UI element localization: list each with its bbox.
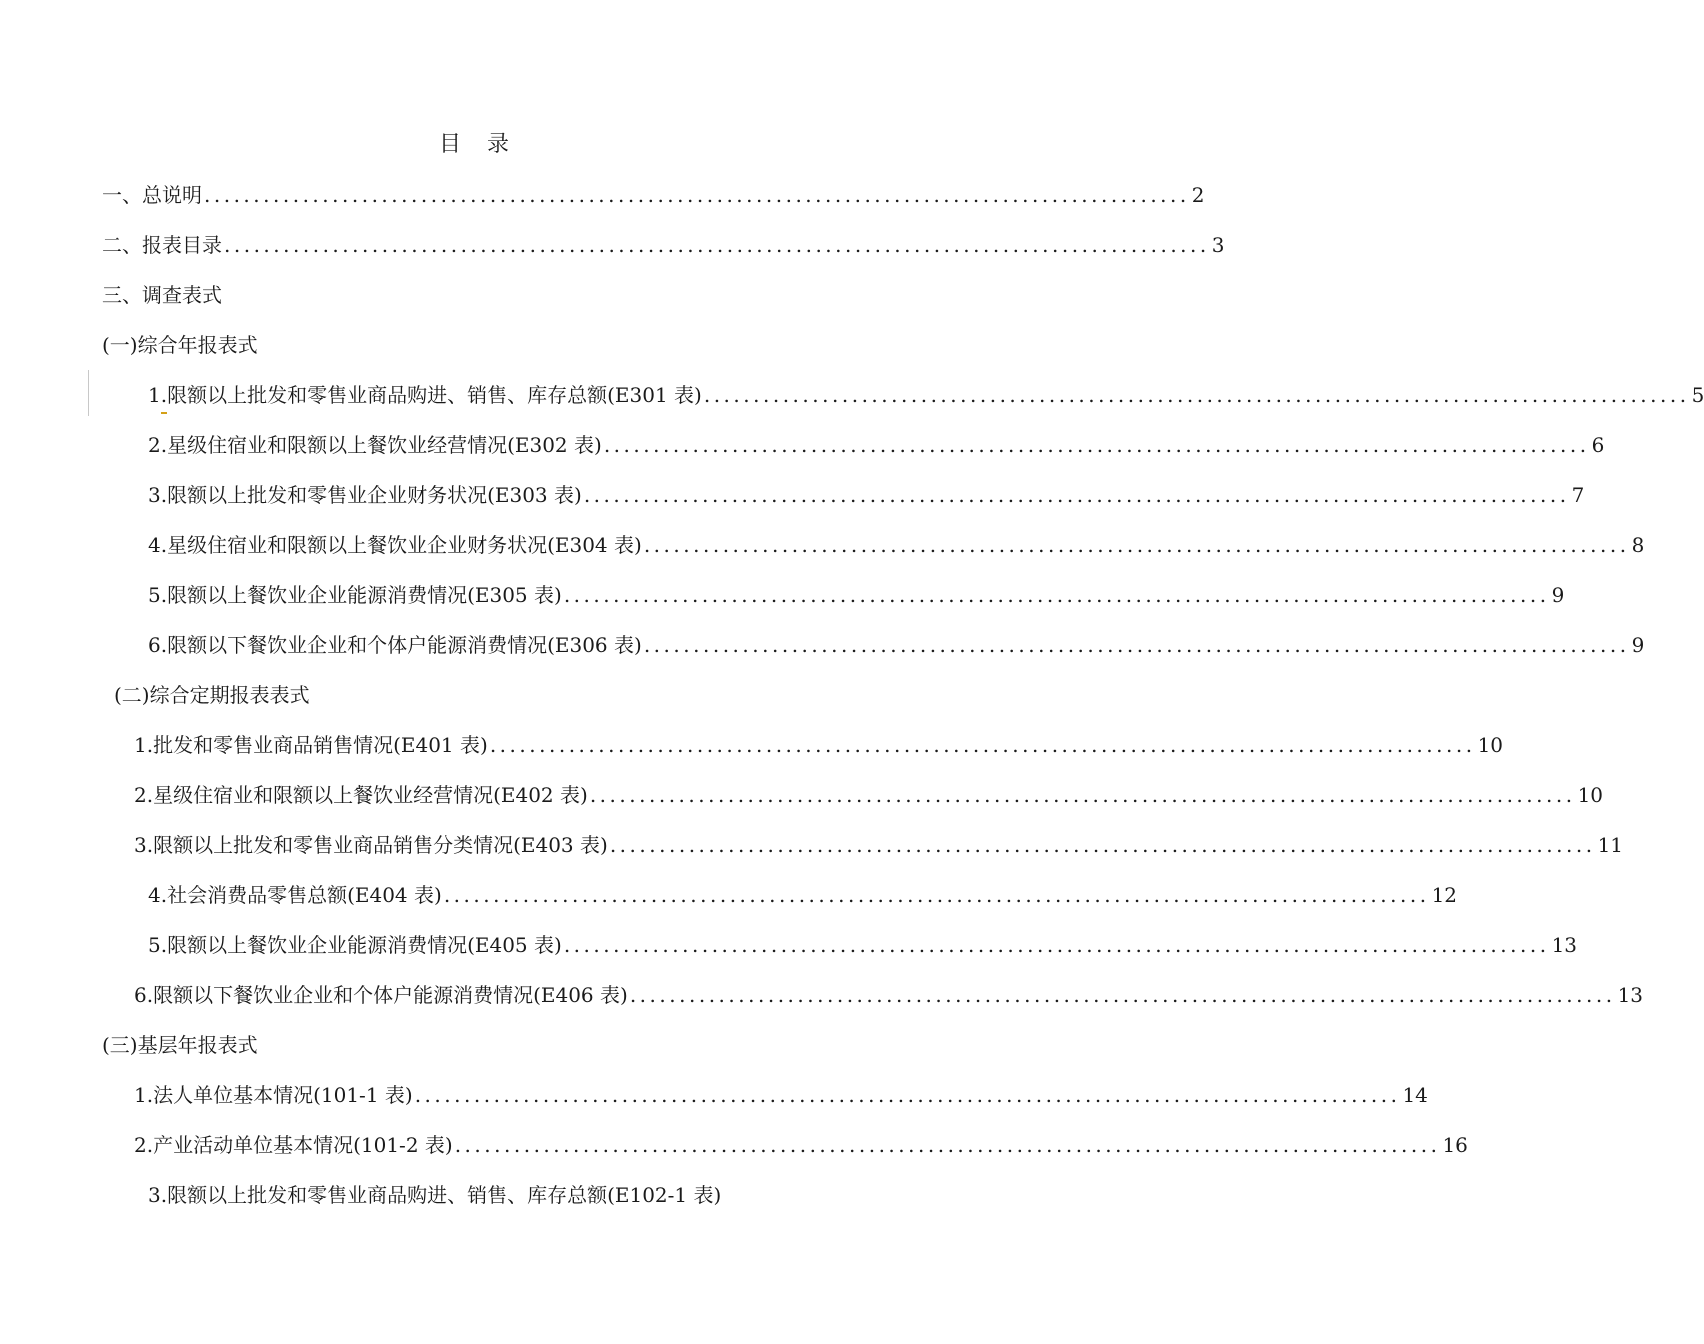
toc-entry[interactable] — [148, 628, 1645, 662]
toc-entry-text: 2.星级住宿业和限额以上餐饮业经营情况(E302 表) — [148, 433, 602, 457]
toc-leader: .................................................................................................... — [703, 383, 1690, 407]
toc-entry-page: 13 — [1617, 983, 1644, 1007]
toc-entry-page: 5 — [1691, 383, 1704, 407]
toc-entry[interactable] — [134, 1128, 1468, 1162]
toc-leader: .................................................................................................... — [224, 233, 1210, 257]
page-title — [0, 128, 950, 162]
toc-section-heading[interactable] — [102, 278, 222, 312]
toc-entry[interactable] — [102, 178, 1205, 212]
toc-entry-page: 9 — [1631, 633, 1645, 657]
toc-entry-page: 14 — [1402, 1083, 1428, 1107]
toc-leader: .................................................................................................... — [563, 933, 1550, 957]
toc-entry-page: 10 — [1577, 783, 1604, 807]
toc-entry-text: 3.限额以上批发和零售业商品购进、销售、库存总额(E102-1 表) — [148, 1183, 722, 1207]
toc-entry-text: (三)基层年报表式 — [102, 1033, 258, 1057]
toc-entry-page: 3 — [1211, 233, 1225, 257]
toc-entry-page: 2 — [1191, 183, 1205, 207]
toc-entry-text: 2.产业活动单位基本情况(101-2 表) — [134, 1133, 453, 1157]
toc-entry[interactable] — [134, 1078, 1428, 1112]
toc-entry-page: 13 — [1551, 933, 1578, 957]
toc-entry-text: 4.星级住宿业和限额以上餐饮业企业财务状况(E304 表) — [148, 533, 642, 557]
toc-entry-page: 8 — [1631, 533, 1645, 557]
toc-entry-text: 1.批发和零售业商品销售情况(E401 表) — [134, 733, 488, 757]
toc-entry[interactable] — [148, 478, 1585, 512]
toc-entry-text: 3.限额以上批发和零售业企业财务状况(E303 表) — [148, 483, 582, 507]
toc-leader: .................................................................................................... — [629, 983, 1616, 1007]
toc-subsection-heading[interactable] — [102, 328, 258, 362]
toc-entry-page: 16 — [1442, 1133, 1468, 1157]
toc-entry-page: 6 — [1591, 433, 1605, 457]
toc-entry[interactable] — [102, 228, 1225, 262]
toc-entry-text: 2.星级住宿业和限额以上餐饮业经营情况(E402 表) — [134, 783, 588, 807]
toc-leader: .................................................................................................... — [609, 833, 1596, 857]
toc-entry-page: 10 — [1477, 733, 1504, 757]
toc-entry[interactable] — [148, 578, 1565, 612]
toc-entry-text: 一、总说明 — [102, 183, 202, 207]
toc-entry[interactable] — [148, 928, 1578, 962]
toc-entry-text: 1.法人单位基本情况(101-1 表) — [134, 1083, 413, 1107]
toc-entry-text: 三、调查表式 — [102, 283, 222, 307]
toc-leader: .................................................................................................... — [643, 533, 1630, 557]
toc-leader: .................................................................................................... — [443, 883, 1430, 907]
toc-entry[interactable] — [148, 878, 1458, 912]
toc-entry-text: 5.限额以上餐饮业企业能源消费情况(E305 表) — [148, 583, 562, 607]
toc-leader: .................................................................................................... — [489, 733, 1476, 757]
toc-entry[interactable] — [134, 778, 1604, 812]
toc-leader: .................................................................................................... — [583, 483, 1570, 507]
toc-entry-text: 5.限额以上餐饮业企业能源消费情况(E405 表) — [148, 933, 562, 957]
toc-entry-number: 1 — [148, 383, 161, 407]
toc-entry-text: 3.限额以上批发和零售业商品销售分类情况(E403 表) — [134, 833, 608, 857]
toc-entry-text: 1.限额以上批发和零售业商品购进、销售、库存总额(E301 表) — [148, 378, 702, 414]
toc-entry-text: 二、报表目录 — [102, 233, 222, 257]
toc-entry-page: 9 — [1551, 583, 1565, 607]
toc-entry[interactable] — [148, 528, 1645, 562]
toc-entry-page: 7 — [1571, 483, 1585, 507]
toc-entry[interactable] — [134, 978, 1644, 1012]
toc-entry[interactable] — [148, 428, 1605, 462]
toc-leader: .................................................................................................... — [603, 433, 1590, 457]
text-cursor-indicator — [88, 370, 89, 416]
toc-subsection-heading[interactable] — [114, 678, 310, 712]
toc-leader: .................................................................................................... — [414, 1083, 1401, 1107]
toc-leader: .................................................................................................... — [563, 583, 1550, 607]
toc-entry-page: 11 — [1597, 833, 1624, 857]
toc-entry-text: 6.限额以下餐饮业企业和个体户能源消费情况(E406 表) — [134, 983, 628, 1007]
toc-subsection-heading[interactable] — [102, 1028, 258, 1062]
toc-entry-text: (一)综合年报表式 — [102, 333, 258, 357]
toc-entry-text: 6.限额以下餐饮业企业和个体户能源消费情况(E306 表) — [148, 633, 642, 657]
toc-leader: .................................................................................................... — [643, 633, 1630, 657]
toc-entry[interactable] — [134, 728, 1504, 762]
toc-entry-page: 12 — [1431, 883, 1458, 907]
toc-entry-text: (二)综合定期报表表式 — [114, 683, 310, 707]
edit-mark: . — [161, 378, 167, 414]
title-char-1: 目 — [438, 132, 463, 157]
toc-leader: .................................................................................................... — [204, 183, 1190, 207]
title-char-2: 录 — [487, 132, 512, 157]
toc-entry[interactable] — [148, 378, 1704, 412]
toc-leader: .................................................................................................... — [454, 1133, 1441, 1157]
toc-leader: .................................................................................................... — [589, 783, 1576, 807]
toc-entry[interactable] — [134, 828, 1624, 862]
toc-entry[interactable] — [148, 1178, 721, 1212]
toc-entry-text: 4.社会消费品零售总额(E404 表) — [148, 883, 442, 907]
